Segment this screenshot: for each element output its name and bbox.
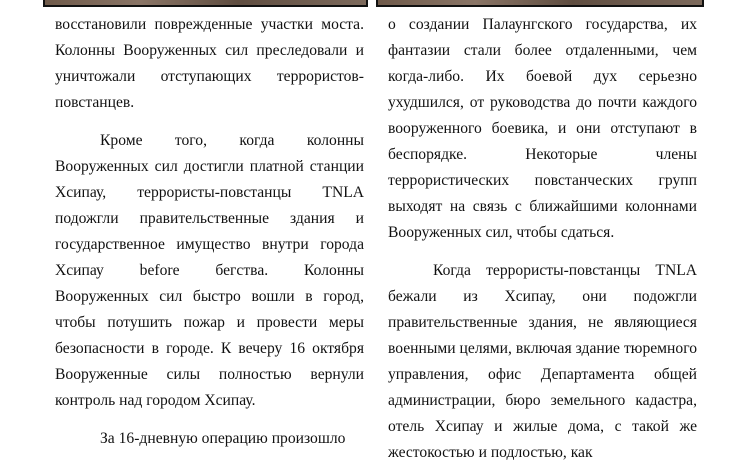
left-photo-bottom-edge (43, 0, 368, 7)
left-paragraph-3: За 16-дневную операцию произошло (100, 430, 346, 447)
right-paragraph-2: Когда террористы-повстанцы TNLA бежали из Хсипау, они подожгли правительственные здания, не являющиеся военными целями, включая здание тюремного управления, офис Департамента общей администрации, бюро земельного кадастра, отель Хсипау и жилые дома, с такой же жестокостью и подлостью, как (388, 262, 697, 461)
right-photo-bottom-edge (376, 0, 704, 7)
left-text-column (55, 12, 364, 452)
left-paragraph-1: восстановили поврежденные участки моста. Колонны Вооруженных сил преследовали и уничтожали отступающих террористов-повстанцев. (55, 16, 364, 111)
right-paragraph-1: о создании Палаунгского государства, их фантазии стали более отдаленными, чем когда-либо. Их боевой дух серьезно ухудшился, от руководства до почти каждого вооруженного боевика, и они отступают в беспорядке. Некоторые члены террористических повстанческих групп выходят на связь с ближайшими колоннами Вооруженных сил, чтобы сдаться. (388, 16, 697, 241)
right-text-column (388, 12, 697, 466)
left-paragraph-2: Кроме того, когда колонны Вооруженных сил достигли платной станции Хсипау, террористы-повстанцы TNLA подожгли правительственные здания и государственное имущество внутри города Хсипау before бегства. Колонны Вооруженных сил быстро вошли в город, чтобы потушить пожар и провести меры безопасности в городе. К вечеру 16 октября Вооруженные силы полностью вернули контроль над городом Хсипау. (55, 132, 364, 409)
